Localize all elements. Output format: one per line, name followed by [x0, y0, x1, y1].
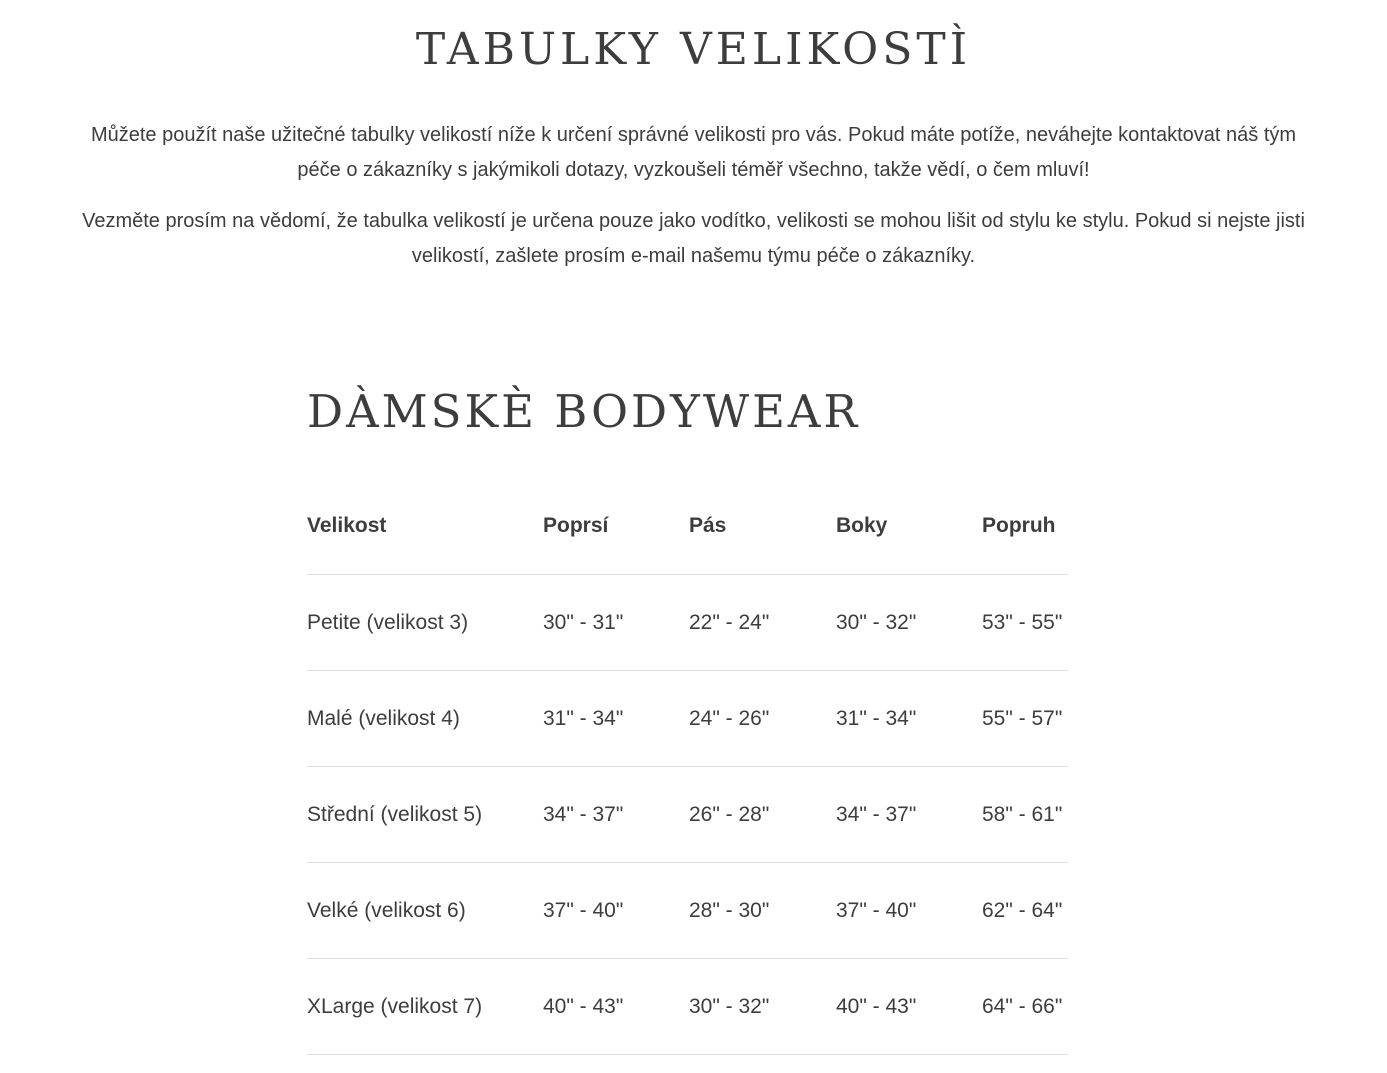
- table-body: [307, 575, 1068, 1055]
- cell-size: Střední (velikost 5): [307, 767, 543, 863]
- cell-size: Velké (velikost 6): [307, 863, 543, 959]
- cell-bust: 40" - 43": [543, 959, 689, 1055]
- cell-waist: 26" - 28": [689, 767, 836, 863]
- header-waist: Pás: [689, 478, 836, 575]
- header-strap: Popruh: [982, 478, 1068, 575]
- cell-bust: 30" - 31": [543, 575, 689, 671]
- cell-strap: 58" - 61": [982, 767, 1068, 863]
- cell-size: Malé (velikost 4): [307, 671, 543, 767]
- cell-hips: 30" - 32": [836, 575, 982, 671]
- size-chart-table: [307, 478, 1068, 1055]
- cell-bust: 34" - 37": [543, 767, 689, 863]
- cell-hips: 31" - 34": [836, 671, 982, 767]
- cell-strap: 55" - 57": [982, 671, 1068, 767]
- cell-waist: 28" - 30": [689, 863, 836, 959]
- cell-strap: 62" - 64": [982, 863, 1068, 959]
- header-size: Velikost: [307, 478, 543, 575]
- section-title: DÀMSKÈ BODYWEAR: [307, 385, 861, 438]
- table-header: [307, 478, 1068, 575]
- table-row: [307, 575, 1068, 671]
- cell-size: XLarge (velikost 7): [307, 959, 543, 1055]
- cell-waist: 22" - 24": [689, 575, 836, 671]
- table-header-row: [307, 478, 1068, 575]
- cell-hips: 40" - 43": [836, 959, 982, 1055]
- intro-paragraph: Můžete použít naše užitečné tabulky velikostí níže k určení správné velikosti pro vás. Pokud máte potíže, neváhejte kontaktovat náš tým péče o zákazníky s jakýmikoli dotazy, vyzkoušeli téměř všechno, takže vědí, o čem mluví!: [90, 124, 1297, 181]
- sizing-note-paragraph: Vezměte prosím na vědomí, že tabulka velikostí je určena pouze jako vodítko, velikosti se mohou lišit od stylu ke stylu. Pokud si nejste jisti velikostí, zašlete prosím e-mail našemu týmu péče o zákazníky.: [82, 210, 1305, 267]
- cell-strap: 64" - 66": [982, 959, 1068, 1055]
- table-row: [307, 767, 1068, 863]
- cell-hips: 37" - 40": [836, 863, 982, 959]
- cell-strap: 53" - 55": [982, 575, 1068, 671]
- cell-bust: 37" - 40": [543, 863, 689, 959]
- table-row: [307, 863, 1068, 959]
- cell-hips: 34" - 37": [836, 767, 982, 863]
- table-row: [307, 671, 1068, 767]
- table-row: [307, 959, 1068, 1055]
- cell-waist: 30" - 32": [689, 959, 836, 1055]
- cell-bust: 31" - 34": [543, 671, 689, 767]
- cell-size: Petite (velikost 3): [307, 575, 543, 671]
- header-hips: Boky: [836, 478, 982, 575]
- header-bust: Poprsí: [543, 478, 689, 575]
- cell-waist: 24" - 26": [689, 671, 836, 767]
- page-title: TABULKY VELIKOSTÌ: [415, 24, 972, 75]
